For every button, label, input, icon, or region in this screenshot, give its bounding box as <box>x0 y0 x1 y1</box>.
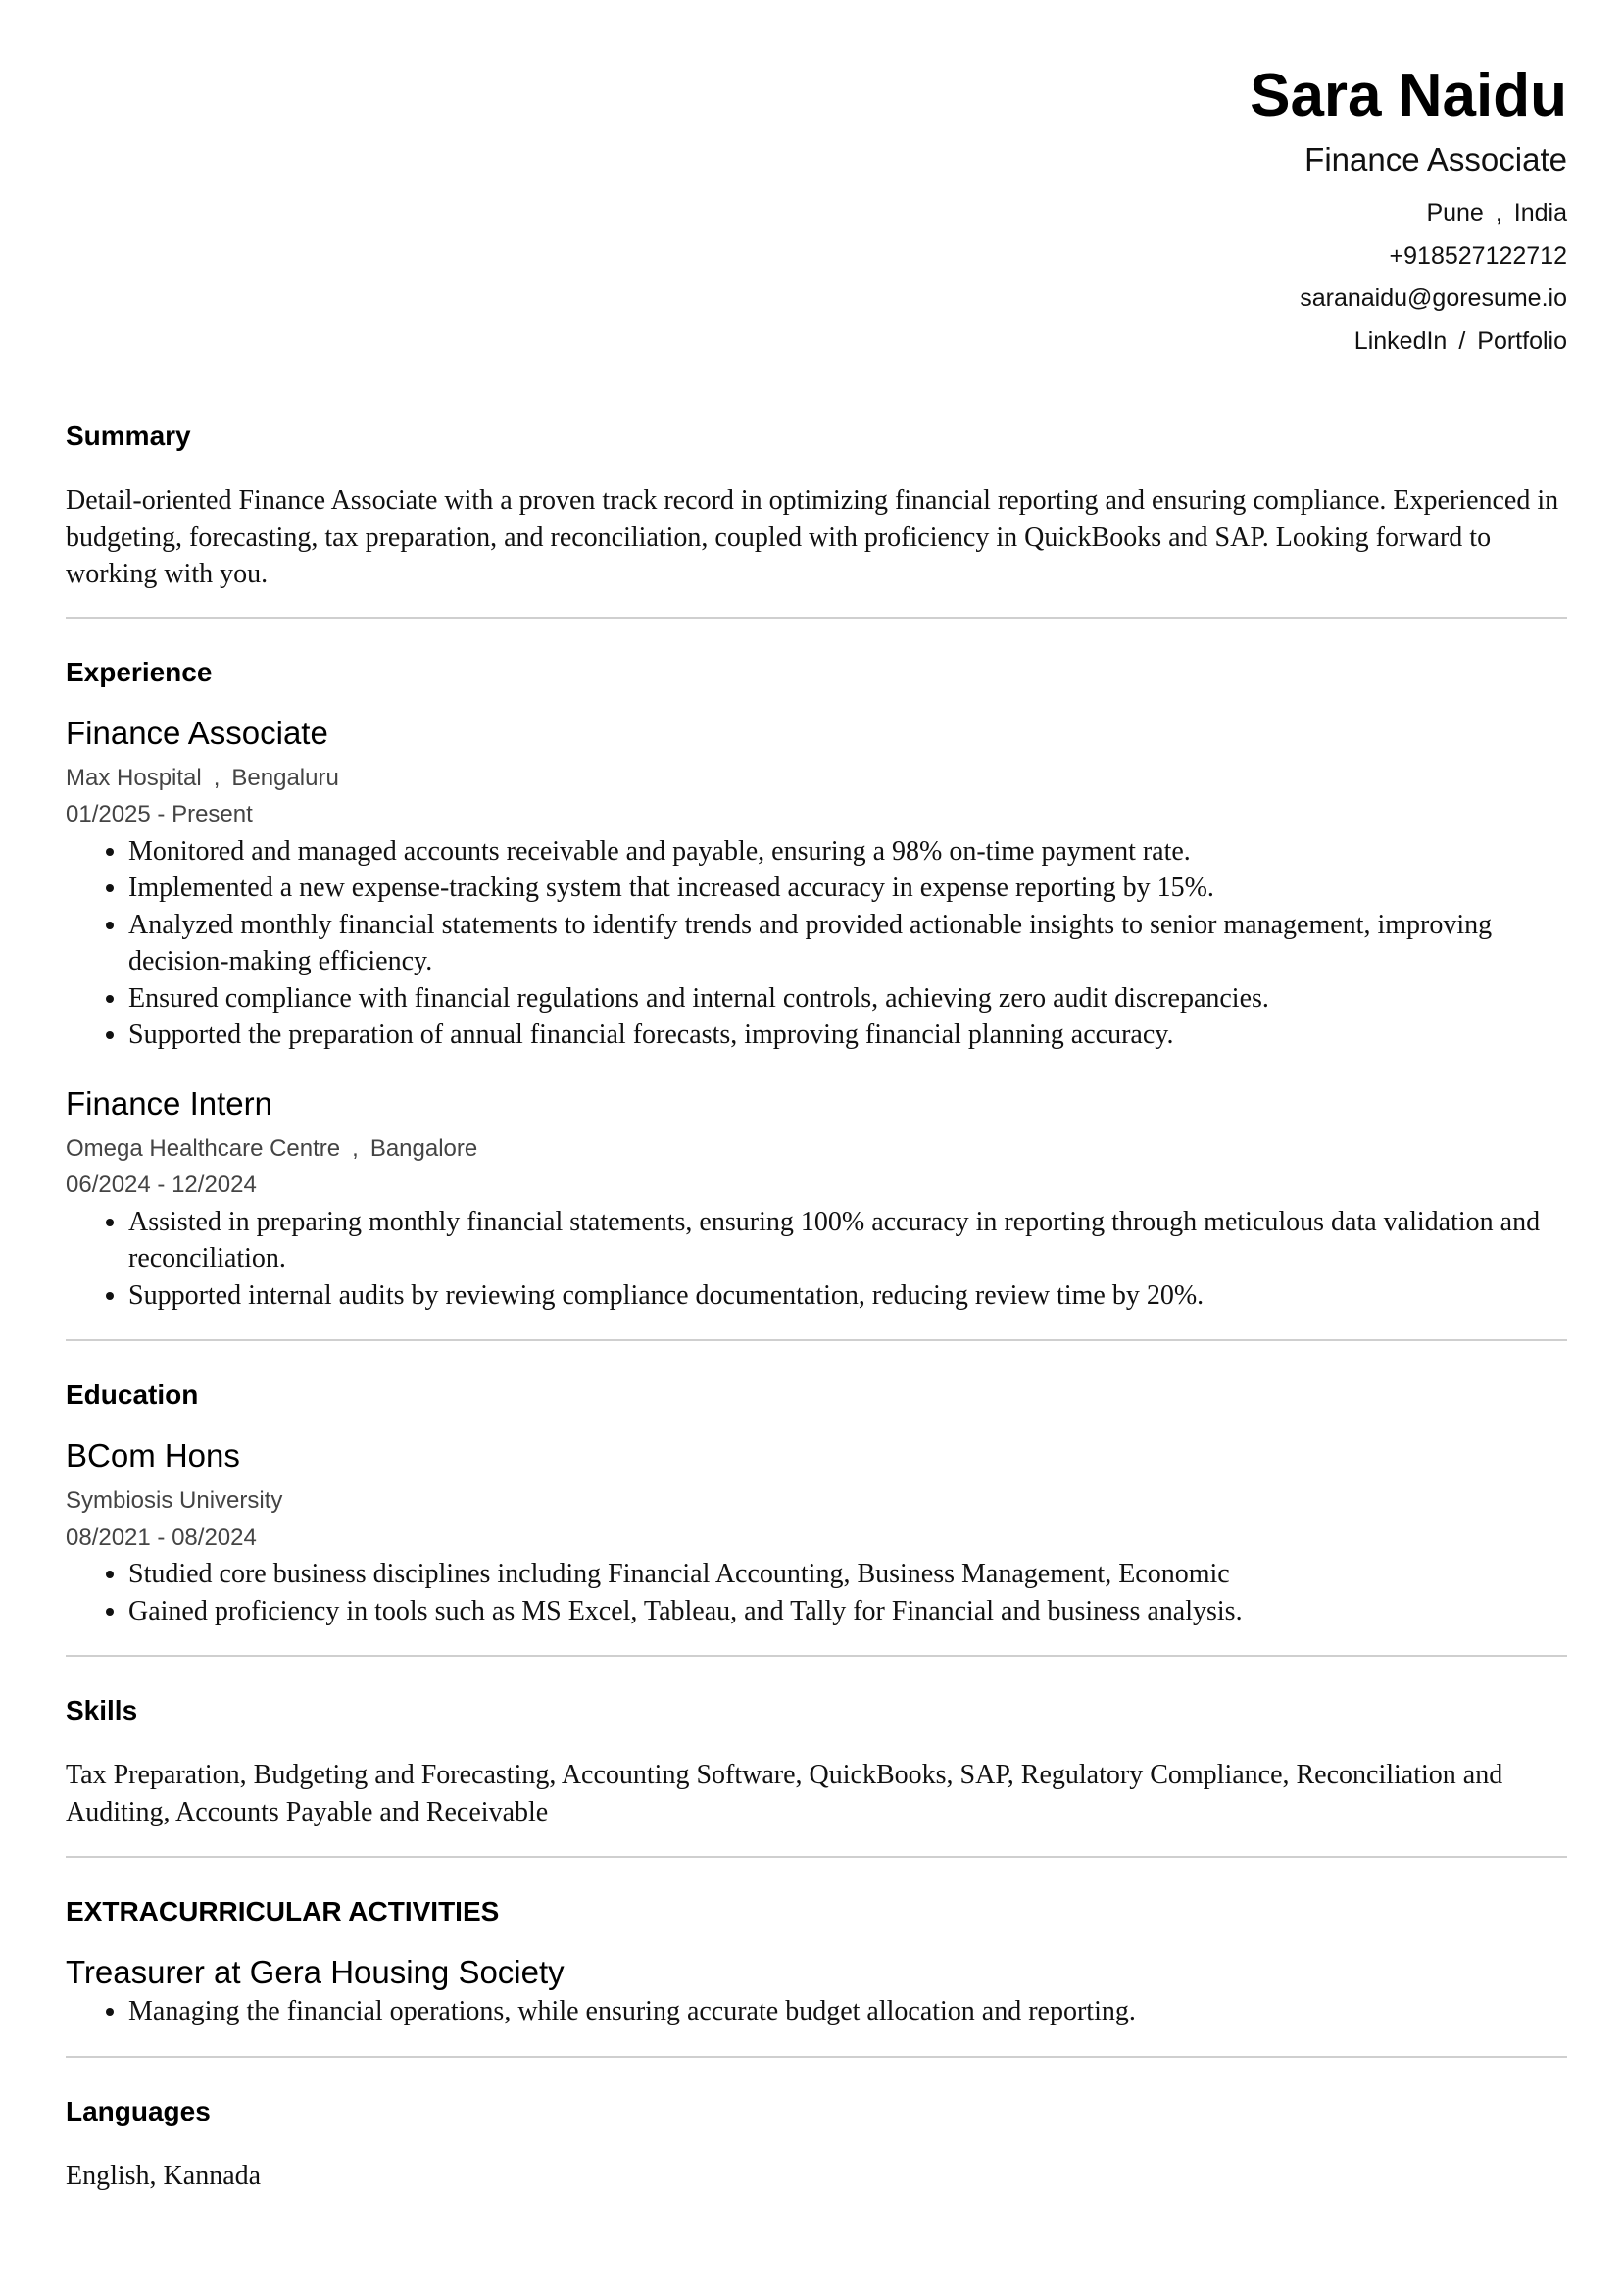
list-item: • Implemented a new expense-tracking system that increased accuracy in expense reporting by 15%. <box>128 870 1567 907</box>
job-company-line <box>66 1130 1567 1168</box>
job-bullets <box>66 1204 1567 1315</box>
location-city: Pune <box>1426 199 1484 226</box>
job-entry <box>66 1083 1567 1315</box>
extracurricular-heading: EXTRACURRICULAR ACTIVITIES <box>66 1896 500 1926</box>
education-entry <box>66 1435 1567 1629</box>
job-entry <box>66 713 1567 1054</box>
list-item: • Ensured compliance with financial regulations and internal controls, achieving zero audit discrepancies. <box>128 980 1567 1018</box>
degree-title: BCom Hons <box>66 1437 240 1473</box>
list-item: • Studied core business disciplines including Financial Accounting, Business Management, Economic <box>128 1556 1567 1593</box>
job-dates: 06/2024 - 12/2024 <box>66 1172 257 1198</box>
education-section <box>66 1341 1567 1655</box>
job-location: Bangalore <box>369 1134 478 1162</box>
list-item: • Gained proficiency in tools such as MS Excel, Tableau, and Tally for Financial and business analysis. <box>128 1593 1567 1630</box>
skills-heading: Skills <box>66 1695 138 1725</box>
profile-links <box>66 321 1567 364</box>
resume-header <box>66 0 1567 363</box>
job-company-line <box>66 760 1567 797</box>
languages-heading: Languages <box>66 2095 211 2126</box>
activity-entry <box>66 1952 1567 2030</box>
activity-bullets <box>66 1993 1567 2030</box>
job-company: Max Hospital <box>66 764 202 791</box>
company-separator: , <box>213 764 221 791</box>
portfolio-link[interactable]: Portfolio <box>1477 326 1567 355</box>
languages-section <box>66 2058 1567 2219</box>
education-bullets <box>66 1556 1567 1629</box>
skills-section <box>66 1657 1567 1856</box>
languages-text: English, Kannada <box>66 2160 262 2191</box>
job-dates: 01/2025 - Present <box>66 801 253 827</box>
location-country: India <box>1513 199 1567 226</box>
email-address[interactable]: saranaidu@goresume.io <box>1300 284 1567 312</box>
location-separator: , <box>1495 199 1502 226</box>
phone-number: +918527122712 <box>1389 241 1567 270</box>
resume-page <box>66 0 1567 2218</box>
experience-heading: Experience <box>66 656 213 687</box>
summary-text: Detail-oriented Finance Associate with a proven track record in optimizing financial reporting and ensuring compliance. Experienced in budgeting, forecasting, tax preparation, and reconciliation, coupled with proficiency in QuickBooks and SAP. Looking forward to working with you. <box>66 485 1559 589</box>
list-item: • Managing the financial operations, while ensuring accurate budget allocation and reporting. <box>128 1993 1567 2030</box>
location <box>66 192 1567 235</box>
job-title: Finance Intern <box>66 1084 272 1122</box>
skills-text: Tax Preparation, Budgeting and Forecasting, Accounting Software, QuickBooks, SAP, Regulatory Compliance, Reconciliation and Auditing, Accounts Payable and Receivable <box>66 1760 1503 1827</box>
education-heading: Education <box>66 1379 199 1410</box>
list-item: • Assisted in preparing monthly financial statements, ensuring 100% accuracy in reporting through meticulous data validation and reconciliation. <box>128 1204 1567 1277</box>
link-separator: / <box>1458 326 1466 355</box>
activity-title: Treasurer at Gera Housing Society <box>66 1954 565 1990</box>
summary-heading: Summary <box>66 421 191 451</box>
school-name: Symbiosis University <box>66 1487 283 1514</box>
job-bullets <box>66 833 1567 1054</box>
list-item: • Analyzed monthly financial statements to identify trends and provided actionable insights to senior management, improving decision-making efficiency. <box>128 907 1567 980</box>
candidate-title: Finance Associate <box>1304 141 1567 177</box>
list-item: • Supported the preparation of annual financial forecasts, improving financial planning accuracy. <box>128 1017 1567 1054</box>
job-location: Bengaluru <box>231 764 339 791</box>
list-item: • Supported internal audits by reviewing compliance documentation, reducing review time by 20%. <box>128 1277 1567 1315</box>
summary-section <box>66 420 1567 617</box>
company-separator: , <box>352 1134 359 1162</box>
candidate-name: Sara Naidu <box>1250 62 1567 129</box>
experience-section <box>66 619 1567 1340</box>
education-dates: 08/2021 - 08/2024 <box>66 1523 257 1551</box>
extracurricular-section <box>66 1858 1567 2056</box>
job-company: Omega Healthcare Centre <box>66 1134 341 1162</box>
list-item: • Monitored and managed accounts receivable and payable, ensuring a 98% on-time payment rate. <box>128 833 1567 871</box>
linkedin-link[interactable]: LinkedIn <box>1353 326 1448 355</box>
job-title: Finance Associate <box>66 714 328 751</box>
